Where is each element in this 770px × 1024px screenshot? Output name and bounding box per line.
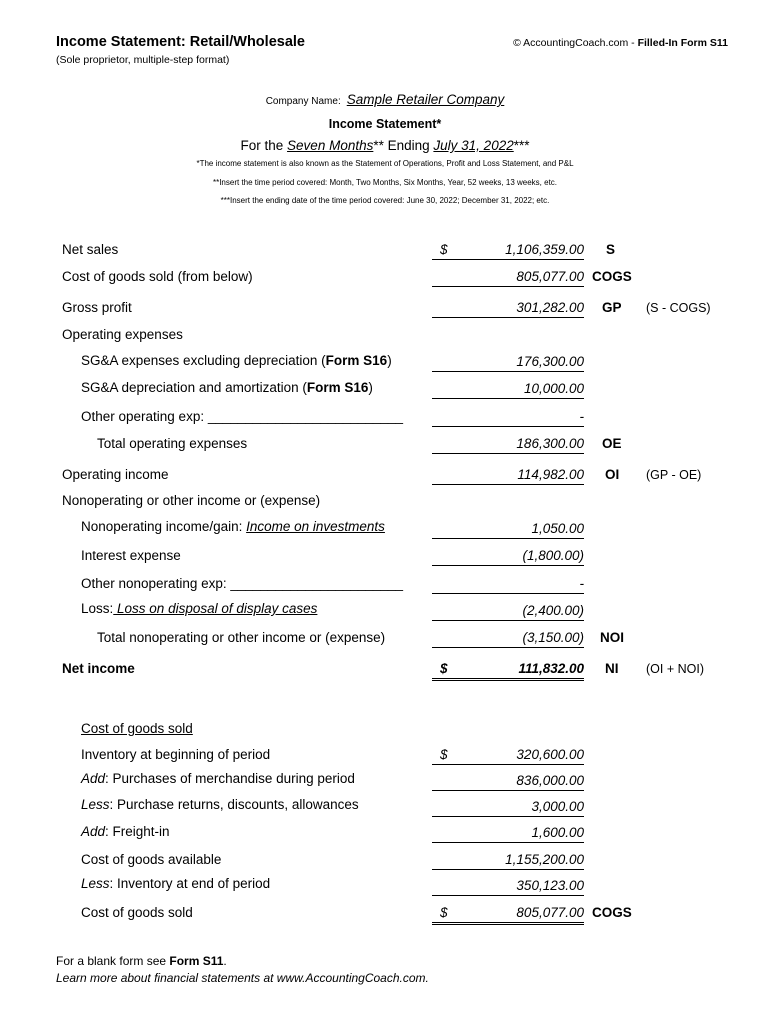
- blank-form-note: [56, 954, 227, 968]
- nonop-income-text: Nonoperating income/gain:: [81, 519, 247, 534]
- begin-inventory-label: Inventory at beginning of period: [81, 747, 271, 762]
- net-sales-amount[interactable]: 1,106,359.00: [432, 242, 584, 260]
- purchases-text: : Purchases of merchandise during period: [105, 771, 355, 786]
- gross-profit-amount[interactable]: 301,282.00: [432, 300, 584, 318]
- cogs-schedule-heading: Cost of goods sold: [81, 721, 193, 736]
- returns-amount[interactable]: 3,000.00: [432, 799, 584, 817]
- returns-text: : Purchase returns, discounts, allowances: [109, 797, 359, 812]
- company-line: [0, 92, 770, 107]
- loss-label: [81, 601, 317, 616]
- net-income-dollar: $: [440, 661, 448, 676]
- form-label: Filled-In Form S11: [637, 37, 728, 49]
- returns-prefix: Less: [81, 797, 110, 812]
- freight-label: [81, 824, 170, 839]
- cogs-total-amount[interactable]: 805,077.00: [432, 905, 584, 925]
- sga-dep-amount[interactable]: 10,000.00: [432, 381, 584, 399]
- other-nonop-label[interactable]: Other nonoperating exp: _______________________: [81, 576, 404, 591]
- period-prefix: For the: [240, 138, 288, 153]
- operating-income-code: OI: [605, 467, 620, 482]
- freight-text: : Freight-in: [105, 824, 170, 839]
- loss-text: Loss:: [81, 601, 114, 616]
- begin-inventory-amount[interactable]: 320,600.00: [432, 747, 584, 765]
- cogs-amount[interactable]: 805,077.00: [432, 269, 584, 287]
- returns-label: [81, 797, 359, 812]
- footnote-1: *The income statement is also known as the Statement of Operations, Profit and Loss Statement, and P&L: [196, 159, 574, 168]
- loss-amount[interactable]: (2,400.00): [432, 603, 584, 621]
- statement-title: Income Statement*: [328, 117, 442, 131]
- cogs-code: COGS: [592, 269, 632, 284]
- other-opex-label[interactable]: Other operating exp: __________________________: [81, 409, 404, 424]
- learn-more-link[interactable]: Learn more about financial statements at www.AccountingCoach.com.: [56, 971, 429, 985]
- blank-form-pre: For a blank form see: [56, 954, 170, 968]
- sga-ex-dep-amount[interactable]: 176,300.00: [432, 354, 584, 372]
- begin-inventory-dollar: $: [440, 747, 448, 762]
- gross-profit-formula: (S - COGS): [646, 301, 711, 315]
- net-income-label: Net income: [62, 661, 135, 676]
- gross-profit-label: Gross profit: [62, 300, 132, 315]
- sga-ex-dep-post: ): [387, 353, 392, 368]
- gross-profit-code: GP: [602, 300, 622, 315]
- other-nonop-amount[interactable]: -: [432, 576, 584, 594]
- end-inventory-prefix: Less: [81, 876, 110, 891]
- period-end-date-field[interactable]: July 31, 2022: [433, 138, 514, 153]
- other-opex-amount[interactable]: -: [432, 409, 584, 427]
- end-inventory-amount[interactable]: 350,123.00: [432, 878, 584, 896]
- sga-ex-dep-form: Form S16: [325, 353, 388, 368]
- available-amount[interactable]: 1,155,200.00: [432, 852, 584, 870]
- sga-dep-form: Form S16: [306, 380, 369, 395]
- purchases-label: [81, 771, 355, 786]
- purchases-prefix: Add: [81, 771, 106, 786]
- form-source: [513, 37, 728, 49]
- operating-income-amount[interactable]: 114,982.00: [432, 467, 584, 485]
- operating-income-formula: (GP - OE): [646, 468, 702, 482]
- available-label: Cost of goods available: [81, 852, 222, 867]
- operating-income-label: Operating income: [62, 467, 169, 482]
- sga-dep-post: ): [368, 380, 373, 395]
- blank-form-post: .: [223, 954, 227, 968]
- document-title: Income Statement: Retail/Wholesale: [56, 34, 305, 50]
- cogs-label: Cost of goods sold (from below): [62, 269, 253, 284]
- end-inventory-label: [81, 876, 270, 891]
- company-name-field[interactable]: Sample Retailer Company: [346, 92, 505, 107]
- nonop-income-detail-field[interactable]: Income on investments: [246, 519, 385, 534]
- sga-ex-dep-label: [81, 353, 392, 368]
- source-text: © AccountingCoach.com -: [513, 37, 638, 49]
- company-label: Company Name:: [265, 96, 341, 107]
- sga-dep-label: [81, 380, 373, 395]
- footnote-2: **Insert the time period covered: Month, Two Months, Six Months, Year, 52 weeks, 13 weeks, etc.: [212, 178, 558, 187]
- net-sales-dollar: $: [440, 242, 448, 257]
- total-nonop-amount[interactable]: (3,150.00): [432, 630, 584, 648]
- freight-amount[interactable]: 1,600.00: [432, 825, 584, 843]
- total-opex-code: OE: [602, 436, 622, 451]
- net-sales-code: S: [606, 242, 616, 257]
- net-sales-label: Net sales: [62, 242, 119, 257]
- period-length-field[interactable]: Seven Months: [287, 138, 374, 153]
- period-suffix: ***: [513, 138, 530, 153]
- opex-heading: Operating expenses: [62, 327, 183, 342]
- nonop-income-label: [81, 519, 385, 534]
- purchases-amount[interactable]: 836,000.00: [432, 773, 584, 791]
- nonop-heading: Nonoperating or other income or (expense): [62, 493, 321, 508]
- interest-amount[interactable]: (1,800.00): [432, 548, 584, 566]
- footnote-3: ***Insert the ending date of the time period covered: June 30, 2022; December 31, 2022; etc.: [220, 196, 550, 205]
- cogs-total-code: COGS: [592, 905, 632, 920]
- nonop-income-amount[interactable]: 1,050.00: [432, 521, 584, 539]
- loss-detail-field[interactable]: Loss on disposal of display cases: [113, 601, 318, 616]
- cogs-total-label: Cost of goods sold: [81, 905, 193, 920]
- total-nonop-label: Total nonoperating or other income or (expense): [97, 630, 386, 645]
- cogs-total-dollar: $: [440, 905, 448, 920]
- net-income-formula: (OI + NOI): [646, 662, 704, 676]
- total-nonop-code: NOI: [600, 630, 625, 645]
- sga-dep-pre: SG&A depreciation and amortization (: [81, 380, 307, 395]
- blank-form-link[interactable]: Form S11: [169, 954, 224, 968]
- end-inventory-text: : Inventory at end of period: [109, 876, 271, 891]
- period-middle: ** Ending: [373, 138, 434, 153]
- sga-ex-dep-pre: SG&A expenses excluding depreciation (: [81, 353, 326, 368]
- net-income-code: NI: [605, 661, 619, 676]
- freight-prefix: Add: [81, 824, 106, 839]
- period-line: [0, 138, 770, 153]
- interest-label: Interest expense: [81, 548, 181, 563]
- total-opex-label: Total operating expenses: [97, 436, 248, 451]
- document-subtitle: (Sole proprietor, multiple-step format): [56, 54, 230, 66]
- total-opex-amount[interactable]: 186,300.00: [432, 436, 584, 454]
- net-income-amount[interactable]: 111,832.00: [432, 661, 584, 681]
